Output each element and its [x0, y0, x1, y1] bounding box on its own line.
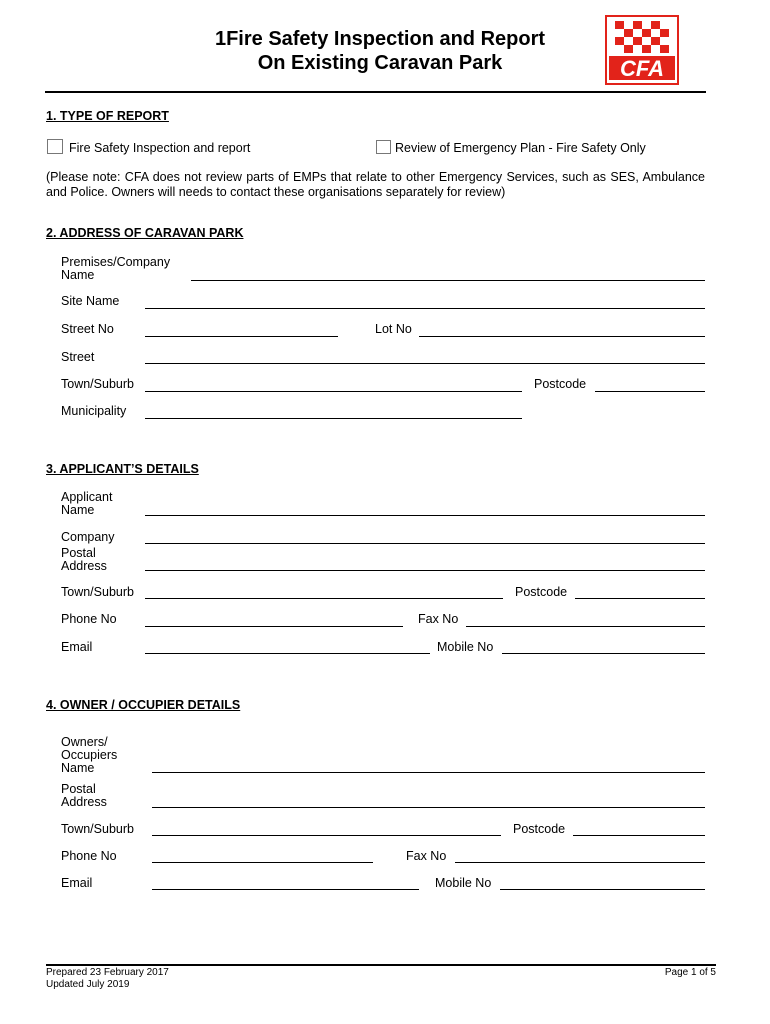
owners-label-line-3: Name — [61, 761, 95, 775]
premises-company-name-field[interactable] — [191, 280, 705, 281]
cfa-logo — [605, 15, 679, 85]
applicant-label-line-1: Applicant — [61, 490, 113, 504]
applicant-mobile-field[interactable] — [502, 653, 705, 654]
updated-date: Updated July 2019 — [46, 979, 130, 990]
section-3-heading: 3. APPLICANT’S DETAILS — [46, 462, 199, 476]
footer-dates — [46, 967, 169, 991]
applicant-postcode-label: Postcode — [515, 585, 568, 599]
lot-no-field[interactable] — [419, 336, 705, 337]
owner-postal-label-line-1: Postal — [61, 782, 96, 796]
owners-label-line-1: Owners/ — [61, 735, 108, 749]
company-field[interactable] — [145, 543, 705, 544]
owner-mobile-label: Mobile No — [435, 876, 492, 890]
postal-label-line-1: Postal — [61, 546, 96, 560]
emergency-plan-review-label: Review of Emergency Plan - Fire Safety Only — [395, 141, 646, 155]
postcode-label: Postcode — [534, 377, 587, 391]
owner-postal-label-line-2: Address — [61, 795, 107, 809]
emergency-plan-review-checkbox[interactable] — [376, 140, 391, 154]
owner-mobile-field[interactable] — [500, 889, 705, 890]
owner-email-label: Email — [61, 876, 93, 890]
applicant-phone-field[interactable] — [145, 626, 403, 627]
applicant-name-label — [61, 491, 112, 517]
fire-safety-inspection-label: Fire Safety Inspection and report — [69, 141, 251, 155]
premises-label-line-1: Premises/Company — [61, 255, 171, 269]
title-line-2: On Existing Caravan Park — [257, 52, 503, 74]
applicant-email-field[interactable] — [145, 653, 430, 654]
street-label: Street — [61, 350, 95, 364]
applicant-town-suburb-label: Town/Suburb — [61, 585, 134, 599]
premises-label-line-2: Name — [61, 268, 95, 282]
owner-postcode-field[interactable] — [573, 835, 705, 836]
header-rule — [45, 91, 706, 93]
owner-fax-label: Fax No — [406, 849, 447, 863]
owners-label-line-2: Occupiers — [61, 748, 118, 762]
street-field[interactable] — [145, 363, 705, 364]
applicant-mobile-label: Mobile No — [437, 640, 494, 654]
owner-town-suburb-label: Town/Suburb — [61, 822, 134, 836]
lot-no-label: Lot No — [375, 322, 412, 336]
section-4-heading: 4. OWNER / OCCUPIER DETAILS — [46, 698, 241, 712]
applicant-email-label: Email — [61, 640, 93, 654]
owner-postcode-label: Postcode — [513, 822, 566, 836]
applicant-fax-label: Fax No — [418, 612, 459, 626]
applicant-phone-label: Phone No — [61, 612, 117, 626]
town-suburb-label: Town/Suburb — [61, 377, 134, 391]
company-label: Company — [61, 530, 115, 544]
municipality-field[interactable] — [145, 418, 522, 419]
postal-address-field[interactable] — [145, 570, 705, 571]
street-no-field[interactable] — [145, 336, 338, 337]
footer-rule — [46, 964, 716, 966]
applicant-name-field[interactable] — [145, 515, 705, 516]
owner-postal-address-field[interactable] — [152, 807, 705, 808]
applicant-label-line-2: Name — [61, 503, 95, 517]
report-note: (Please note: CFA does not review parts of EMPs that relate to other Emergency Services, such as SES, Ambulance and Police. Owners will needs to contact these organisations separately for review) — [46, 170, 705, 199]
owners-occupiers-name-label — [61, 736, 117, 775]
prepared-date: Prepared 23 February 2017 — [46, 967, 169, 978]
owners-occupiers-name-field[interactable] — [152, 772, 705, 773]
premises-company-name-label — [61, 256, 170, 282]
applicant-fax-field[interactable] — [466, 626, 705, 627]
page-number: Page 1 of 5 — [664, 967, 716, 978]
page-title — [150, 27, 610, 75]
owner-email-field[interactable] — [152, 889, 419, 890]
section-2-heading: 2. ADDRESS OF CARAVAN PARK — [46, 226, 244, 240]
postal-address-label — [61, 547, 107, 573]
municipality-label: Municipality — [61, 404, 127, 418]
owner-phone-label: Phone No — [61, 849, 117, 863]
applicant-postcode-field[interactable] — [575, 598, 705, 599]
site-name-field[interactable] — [145, 308, 705, 309]
section-1-heading: 1. TYPE OF REPORT — [46, 109, 169, 123]
town-suburb-field[interactable] — [145, 391, 522, 392]
owner-town-suburb-field[interactable] — [152, 835, 501, 836]
owner-fax-field[interactable] — [455, 862, 705, 863]
postal-label-line-2: Address — [61, 559, 107, 573]
svg-text:CFA: CFA — [620, 56, 664, 81]
fire-safety-inspection-checkbox[interactable] — [47, 139, 63, 154]
title-line-1: 1Fire Safety Inspection and Report — [214, 28, 546, 50]
owner-postal-address-label — [61, 783, 107, 809]
applicant-town-suburb-field[interactable] — [145, 598, 503, 599]
street-no-label: Street No — [61, 322, 114, 336]
owner-phone-field[interactable] — [152, 862, 373, 863]
postcode-field[interactable] — [595, 391, 705, 392]
site-name-label: Site Name — [61, 294, 120, 308]
